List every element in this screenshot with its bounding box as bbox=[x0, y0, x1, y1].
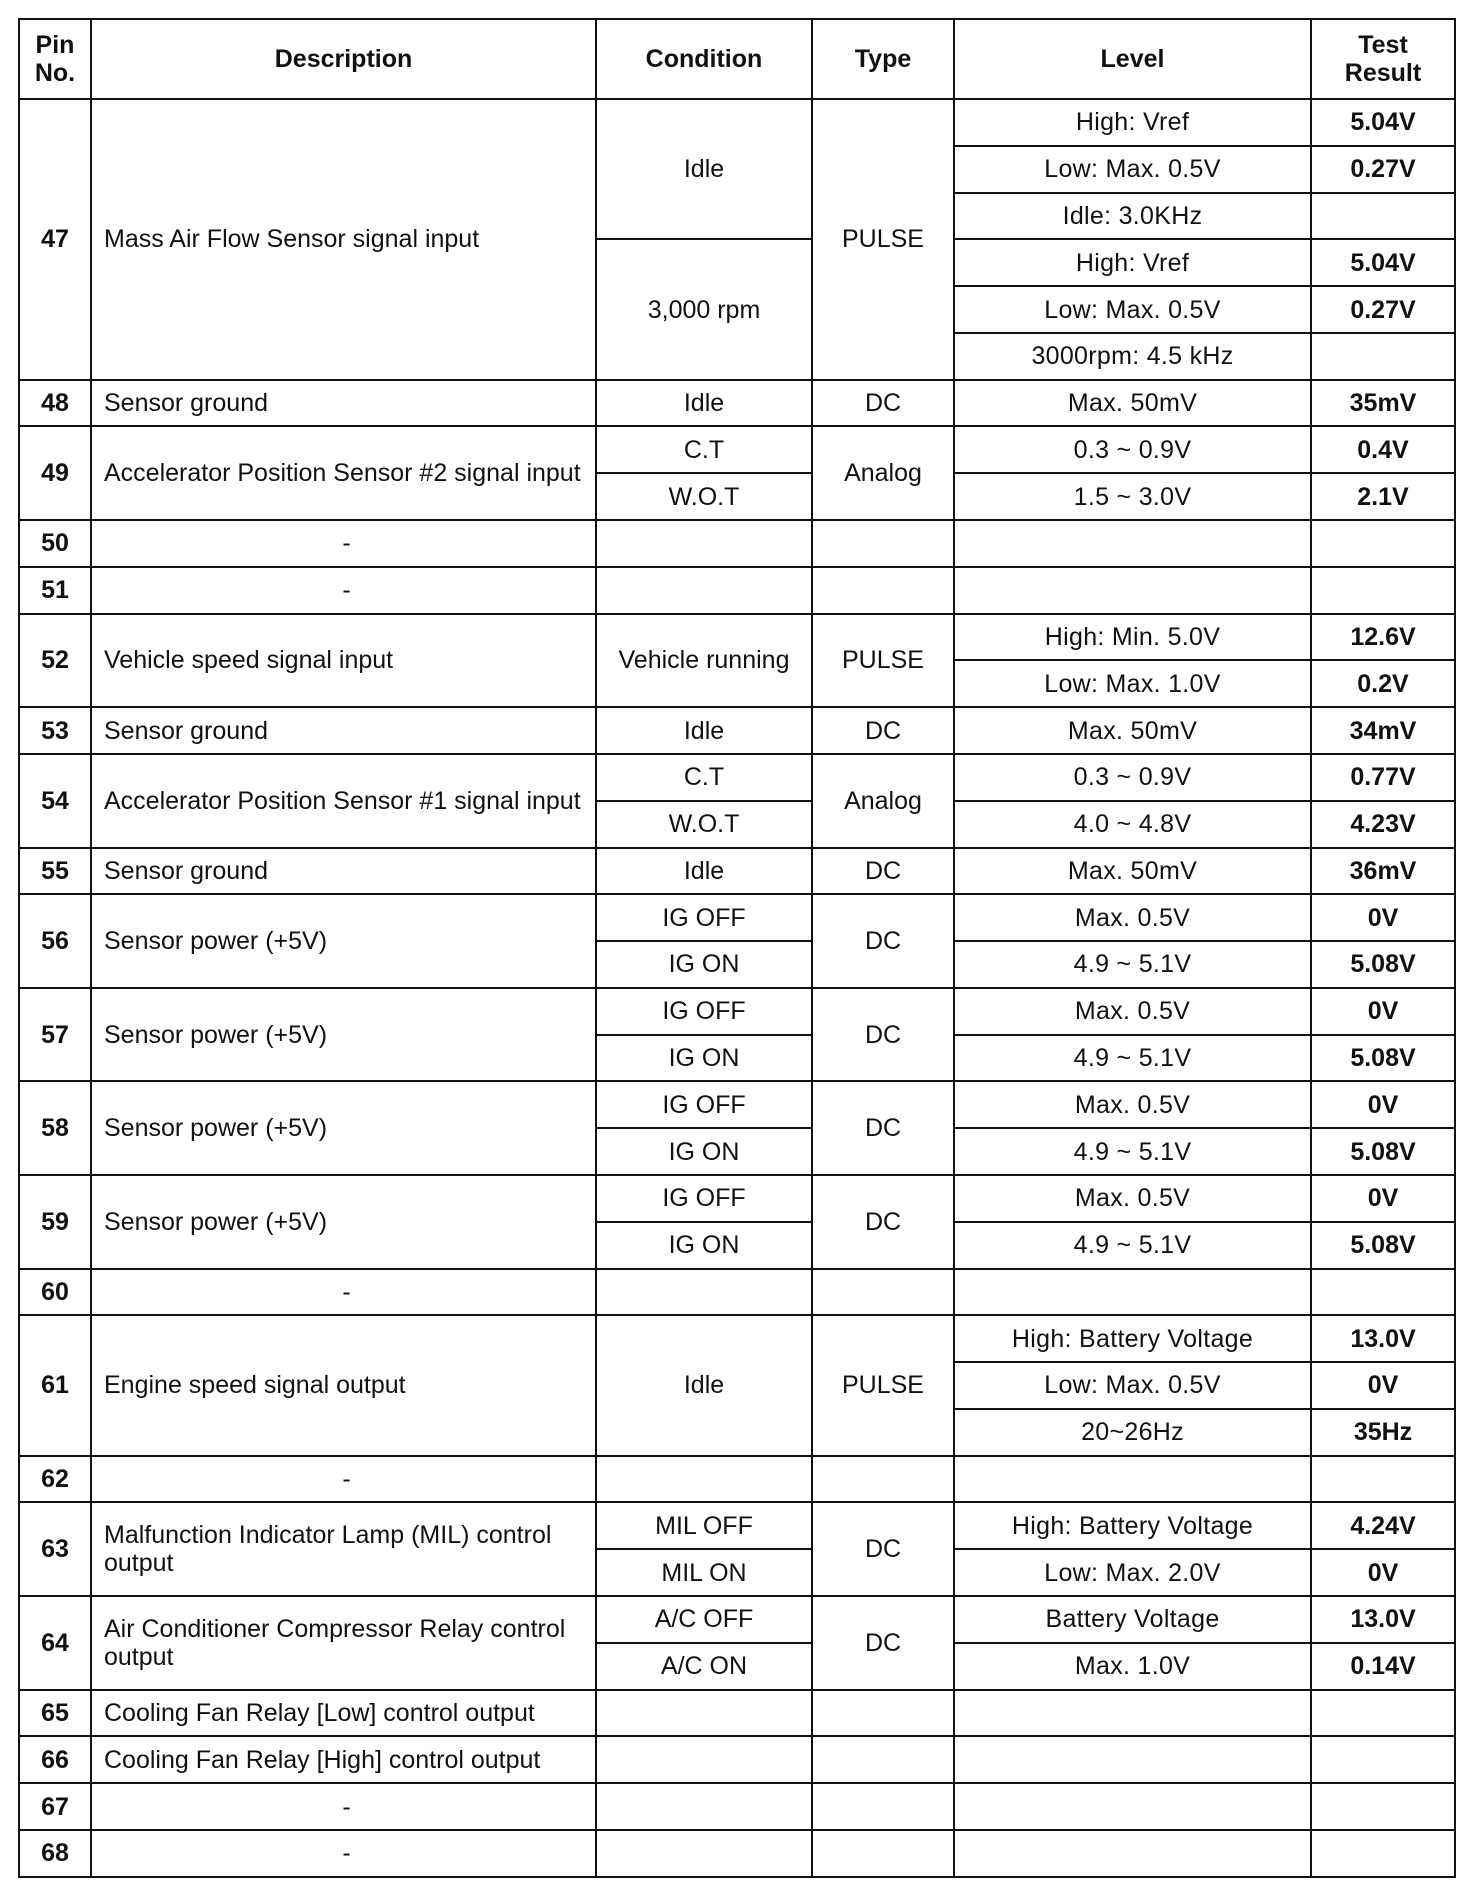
level-cell: 20~26Hz bbox=[954, 1409, 1311, 1456]
condition-cell: Idle bbox=[596, 707, 812, 754]
table-row bbox=[19, 1830, 1455, 1877]
level-cell: High: Min. 5.0V bbox=[954, 614, 1311, 661]
pin-number: 51 bbox=[19, 567, 91, 614]
pin-number: 65 bbox=[19, 1690, 91, 1737]
signal-type: Analog bbox=[812, 754, 954, 848]
table-row bbox=[19, 707, 1455, 754]
table-row bbox=[19, 380, 1455, 427]
condition-cell bbox=[596, 1269, 812, 1316]
condition-cell: 3,000 rpm bbox=[596, 239, 812, 379]
test-result-cell: 5.04V bbox=[1311, 239, 1455, 286]
pin-description: Vehicle speed signal input bbox=[91, 614, 596, 708]
level-cell: Max. 50mV bbox=[954, 380, 1311, 427]
table-row bbox=[19, 1736, 1455, 1783]
signal-type bbox=[812, 1736, 954, 1783]
test-result-cell: 0V bbox=[1311, 1549, 1455, 1596]
pin-description: Accelerator Position Sensor #2 signal input bbox=[91, 426, 596, 520]
level-cell bbox=[954, 1456, 1311, 1503]
level-cell: 1.5 ~ 3.0V bbox=[954, 473, 1311, 520]
level-cell: High: Battery Voltage bbox=[954, 1502, 1311, 1549]
condition-cell: Idle bbox=[596, 99, 812, 239]
pin-description: Sensor ground bbox=[91, 380, 596, 427]
test-result-cell: 0.27V bbox=[1311, 146, 1455, 193]
pin-number: 57 bbox=[19, 988, 91, 1082]
test-result-cell bbox=[1311, 567, 1455, 614]
condition-cell bbox=[596, 1783, 812, 1830]
test-result-cell bbox=[1311, 1783, 1455, 1830]
pin-description: Accelerator Position Sensor #1 signal input bbox=[91, 754, 596, 848]
test-result-cell bbox=[1311, 333, 1455, 380]
signal-type: DC bbox=[812, 1596, 954, 1690]
level-cell: Battery Voltage bbox=[954, 1596, 1311, 1643]
test-result-cell: 0.4V bbox=[1311, 426, 1455, 473]
signal-type: DC bbox=[812, 1081, 954, 1175]
level-cell: Max. 0.5V bbox=[954, 1175, 1311, 1222]
test-result-cell: 5.04V bbox=[1311, 99, 1455, 146]
pin-test-table bbox=[18, 18, 1456, 1878]
test-result-cell: 2.1V bbox=[1311, 473, 1455, 520]
test-result-cell: 13.0V bbox=[1311, 1315, 1455, 1362]
pin-description: - bbox=[91, 1783, 596, 1830]
level-cell: Low: Max. 1.0V bbox=[954, 660, 1311, 707]
condition-cell: MIL ON bbox=[596, 1549, 812, 1596]
pin-description: Sensor power (+5V) bbox=[91, 988, 596, 1082]
pin-description: - bbox=[91, 1456, 596, 1503]
level-cell: Max. 50mV bbox=[954, 707, 1311, 754]
level-cell: 0.3 ~ 0.9V bbox=[954, 426, 1311, 473]
condition-cell bbox=[596, 1456, 812, 1503]
condition-cell: MIL OFF bbox=[596, 1502, 812, 1549]
level-cell bbox=[954, 1736, 1311, 1783]
test-result-cell: 4.23V bbox=[1311, 801, 1455, 848]
header-pin: Pin No. bbox=[19, 19, 91, 99]
pin-number: 55 bbox=[19, 848, 91, 895]
table-row bbox=[19, 988, 1455, 1035]
table-row bbox=[19, 99, 1455, 146]
signal-type bbox=[812, 1269, 954, 1316]
condition-cell: C.T bbox=[596, 754, 812, 801]
level-cell: Low: Max. 0.5V bbox=[954, 146, 1311, 193]
test-result-cell: 5.08V bbox=[1311, 941, 1455, 988]
test-result-cell: 12.6V bbox=[1311, 614, 1455, 661]
pin-description: Sensor ground bbox=[91, 707, 596, 754]
condition-cell: IG ON bbox=[596, 941, 812, 988]
condition-cell: IG ON bbox=[596, 1035, 812, 1082]
header-description: Description bbox=[91, 19, 596, 99]
table-row bbox=[19, 614, 1455, 661]
pin-number: 49 bbox=[19, 426, 91, 520]
test-result-cell: 35Hz bbox=[1311, 1409, 1455, 1456]
pin-number: 60 bbox=[19, 1269, 91, 1316]
test-result-cell bbox=[1311, 1456, 1455, 1503]
condition-cell: IG OFF bbox=[596, 894, 812, 941]
signal-type: DC bbox=[812, 1502, 954, 1596]
pin-description: Cooling Fan Relay [High] control output bbox=[91, 1736, 596, 1783]
pin-description: - bbox=[91, 520, 596, 567]
test-result-cell: 5.08V bbox=[1311, 1128, 1455, 1175]
pin-number: 66 bbox=[19, 1736, 91, 1783]
table-row bbox=[19, 426, 1455, 473]
test-result-cell: 36mV bbox=[1311, 848, 1455, 895]
condition-cell: IG OFF bbox=[596, 1175, 812, 1222]
level-cell bbox=[954, 1269, 1311, 1316]
level-cell: Low: Max. 0.5V bbox=[954, 286, 1311, 333]
pin-number: 52 bbox=[19, 614, 91, 708]
pin-number: 67 bbox=[19, 1783, 91, 1830]
test-result-cell: 4.24V bbox=[1311, 1502, 1455, 1549]
table-row bbox=[19, 894, 1455, 941]
pin-description: Sensor power (+5V) bbox=[91, 1081, 596, 1175]
pin-description: - bbox=[91, 1269, 596, 1316]
condition-cell: IG ON bbox=[596, 1128, 812, 1175]
level-cell: Low: Max. 2.0V bbox=[954, 1549, 1311, 1596]
table-row bbox=[19, 754, 1455, 801]
table-row bbox=[19, 1315, 1455, 1362]
signal-type: DC bbox=[812, 1175, 954, 1269]
test-result-cell: 5.08V bbox=[1311, 1222, 1455, 1269]
pin-number: 63 bbox=[19, 1502, 91, 1596]
table-row bbox=[19, 567, 1455, 614]
signal-type bbox=[812, 1783, 954, 1830]
test-result-cell bbox=[1311, 1690, 1455, 1737]
condition-cell bbox=[596, 1736, 812, 1783]
signal-type: Analog bbox=[812, 426, 954, 520]
pin-description: Air Conditioner Compressor Relay control output bbox=[91, 1596, 596, 1690]
signal-type: DC bbox=[812, 380, 954, 427]
signal-type bbox=[812, 1456, 954, 1503]
header-row bbox=[19, 19, 1455, 99]
test-result-cell: 0.27V bbox=[1311, 286, 1455, 333]
table-body bbox=[19, 99, 1455, 1877]
condition-cell bbox=[596, 1830, 812, 1877]
test-result-cell bbox=[1311, 1269, 1455, 1316]
level-cell bbox=[954, 1690, 1311, 1737]
level-cell: Max. 1.0V bbox=[954, 1643, 1311, 1690]
condition-cell: IG OFF bbox=[596, 1081, 812, 1128]
pin-description: Sensor power (+5V) bbox=[91, 1175, 596, 1269]
pin-number: 47 bbox=[19, 99, 91, 380]
table-row bbox=[19, 1502, 1455, 1549]
level-cell: 4.9 ~ 5.1V bbox=[954, 1222, 1311, 1269]
table-row bbox=[19, 520, 1455, 567]
condition-cell: Vehicle running bbox=[596, 614, 812, 708]
header-result: Test Result bbox=[1311, 19, 1455, 99]
level-cell: 3000rpm: 4.5 kHz bbox=[954, 333, 1311, 380]
test-result-cell bbox=[1311, 1736, 1455, 1783]
level-cell bbox=[954, 1830, 1311, 1877]
signal-type bbox=[812, 1690, 954, 1737]
level-cell: High: Battery Voltage bbox=[954, 1315, 1311, 1362]
test-result-cell: 5.08V bbox=[1311, 1035, 1455, 1082]
pin-number: 62 bbox=[19, 1456, 91, 1503]
level-cell: High: Vref bbox=[954, 99, 1311, 146]
pin-description: - bbox=[91, 567, 596, 614]
test-result-cell: 34mV bbox=[1311, 707, 1455, 754]
header-level: Level bbox=[954, 19, 1311, 99]
condition-cell bbox=[596, 520, 812, 567]
test-result-cell: 0V bbox=[1311, 1362, 1455, 1409]
signal-type: PULSE bbox=[812, 99, 954, 380]
pin-number: 56 bbox=[19, 894, 91, 988]
condition-cell: Idle bbox=[596, 848, 812, 895]
level-cell: Max. 0.5V bbox=[954, 1081, 1311, 1128]
pin-number: 59 bbox=[19, 1175, 91, 1269]
signal-type: PULSE bbox=[812, 614, 954, 708]
pin-description: Sensor ground bbox=[91, 848, 596, 895]
pin-description: Mass Air Flow Sensor signal input bbox=[91, 99, 596, 380]
level-cell bbox=[954, 1783, 1311, 1830]
table-row bbox=[19, 1081, 1455, 1128]
level-cell: 0.3 ~ 0.9V bbox=[954, 754, 1311, 801]
level-cell: 4.9 ~ 5.1V bbox=[954, 1128, 1311, 1175]
table-row bbox=[19, 1783, 1455, 1830]
condition-cell bbox=[596, 1690, 812, 1737]
test-result-cell: 35mV bbox=[1311, 380, 1455, 427]
pin-number: 53 bbox=[19, 707, 91, 754]
test-result-cell: 13.0V bbox=[1311, 1596, 1455, 1643]
test-result-cell: 0.14V bbox=[1311, 1643, 1455, 1690]
test-result-cell bbox=[1311, 1830, 1455, 1877]
table-row bbox=[19, 1690, 1455, 1737]
test-result-cell: 0V bbox=[1311, 1081, 1455, 1128]
signal-type: DC bbox=[812, 988, 954, 1082]
signal-type: DC bbox=[812, 848, 954, 895]
pin-description: Malfunction Indicator Lamp (MIL) control output bbox=[91, 1502, 596, 1596]
condition-cell: A/C OFF bbox=[596, 1596, 812, 1643]
signal-type: DC bbox=[812, 894, 954, 988]
condition-cell: Idle bbox=[596, 1315, 812, 1455]
condition-cell: IG ON bbox=[596, 1222, 812, 1269]
test-result-cell: 0V bbox=[1311, 988, 1455, 1035]
level-cell: Low: Max. 0.5V bbox=[954, 1362, 1311, 1409]
condition-cell: W.O.T bbox=[596, 801, 812, 848]
pin-number: 58 bbox=[19, 1081, 91, 1175]
signal-type bbox=[812, 1830, 954, 1877]
signal-type bbox=[812, 567, 954, 614]
pin-number: 61 bbox=[19, 1315, 91, 1455]
pin-number: 68 bbox=[19, 1830, 91, 1877]
condition-cell: C.T bbox=[596, 426, 812, 473]
level-cell bbox=[954, 567, 1311, 614]
level-cell bbox=[954, 520, 1311, 567]
pin-number: 54 bbox=[19, 754, 91, 848]
signal-type: PULSE bbox=[812, 1315, 954, 1455]
level-cell: Max. 50mV bbox=[954, 848, 1311, 895]
condition-cell: IG OFF bbox=[596, 988, 812, 1035]
signal-type bbox=[812, 520, 954, 567]
header-type: Type bbox=[812, 19, 954, 99]
condition-cell: A/C ON bbox=[596, 1643, 812, 1690]
pin-description: Engine speed signal output bbox=[91, 1315, 596, 1455]
header-condition: Condition bbox=[596, 19, 812, 99]
test-result-cell: 0V bbox=[1311, 894, 1455, 941]
pin-description: Cooling Fan Relay [Low] control output bbox=[91, 1690, 596, 1737]
condition-cell bbox=[596, 567, 812, 614]
table-row bbox=[19, 1596, 1455, 1643]
pin-number: 50 bbox=[19, 520, 91, 567]
test-result-cell bbox=[1311, 193, 1455, 240]
level-cell: Max. 0.5V bbox=[954, 894, 1311, 941]
level-cell: Max. 0.5V bbox=[954, 988, 1311, 1035]
test-result-cell: 0V bbox=[1311, 1175, 1455, 1222]
level-cell: 4.9 ~ 5.1V bbox=[954, 941, 1311, 988]
level-cell: 4.0 ~ 4.8V bbox=[954, 801, 1311, 848]
signal-type: DC bbox=[812, 707, 954, 754]
level-cell: High: Vref bbox=[954, 239, 1311, 286]
table-row bbox=[19, 1269, 1455, 1316]
condition-cell: Idle bbox=[596, 380, 812, 427]
pin-description: Sensor power (+5V) bbox=[91, 894, 596, 988]
pin-number: 48 bbox=[19, 380, 91, 427]
test-result-cell: 0.2V bbox=[1311, 660, 1455, 707]
pin-description: - bbox=[91, 1830, 596, 1877]
level-cell: Idle: 3.0KHz bbox=[954, 193, 1311, 240]
condition-cell: W.O.T bbox=[596, 473, 812, 520]
table-row bbox=[19, 1175, 1455, 1222]
pin-number: 64 bbox=[19, 1596, 91, 1690]
test-result-cell bbox=[1311, 520, 1455, 567]
test-result-cell: 0.77V bbox=[1311, 754, 1455, 801]
table-row bbox=[19, 1456, 1455, 1503]
level-cell: 4.9 ~ 5.1V bbox=[954, 1035, 1311, 1082]
table-row bbox=[19, 848, 1455, 895]
